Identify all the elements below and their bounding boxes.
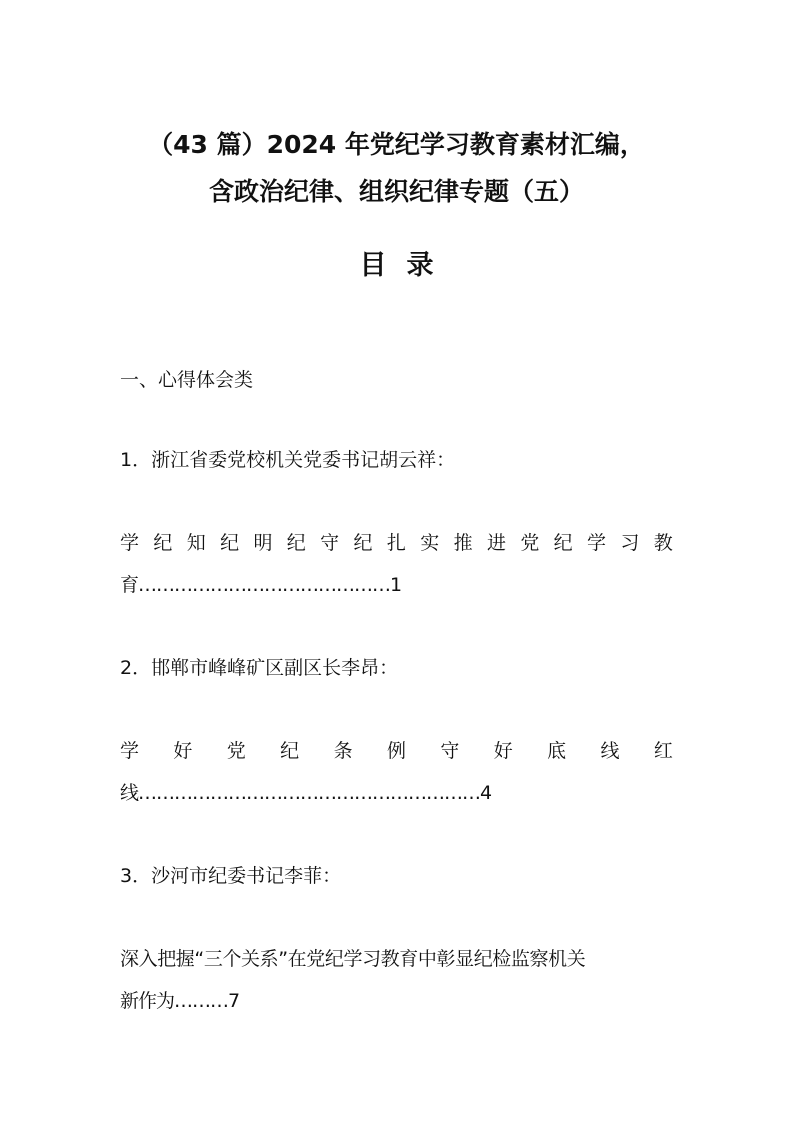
- char: 学: [587, 532, 607, 554]
- char: 纪: [353, 532, 373, 554]
- char: 底: [547, 740, 567, 762]
- char: 纪: [553, 532, 573, 554]
- char: 实: [420, 532, 440, 554]
- char: 党: [226, 740, 246, 762]
- char: 纪: [286, 532, 306, 554]
- toc-entry-2-title-line-1[interactable]: [120, 737, 673, 765]
- char: 学: [120, 740, 140, 762]
- char: 例: [386, 740, 406, 762]
- char: 明: [253, 532, 273, 554]
- document-title-line-1: （43 篇）2024 年党纪学习教育素材汇编，: [148, 130, 645, 159]
- char: 好: [173, 740, 193, 762]
- char: 知: [186, 532, 206, 554]
- char: 守: [320, 532, 340, 554]
- toc-entry-1-title-line-1[interactable]: [120, 529, 673, 557]
- char: 学: [120, 532, 140, 554]
- char: 纪: [153, 532, 173, 554]
- char: 教: [653, 532, 673, 554]
- char: 纪: [220, 532, 240, 554]
- toc-entry-2-title-line-2[interactable]: 线…………………………………………………4: [120, 782, 492, 804]
- section-heading: 一、心得体会类: [120, 369, 254, 391]
- toc-entry-3-title-line-1[interactable]: 深入把握“三个关系”在党纪学习教育中彰显纪检监察机关: [120, 948, 586, 970]
- char: 线: [600, 740, 620, 762]
- char: 纪: [280, 740, 300, 762]
- char: 守: [440, 740, 460, 762]
- document-title-line-2: 含政治纪律、组织纪律专题（五）: [208, 177, 584, 206]
- char: 红: [653, 740, 673, 762]
- char: 推: [453, 532, 473, 554]
- toc-entry-1-title-line-2[interactable]: 育……………………………………1: [120, 574, 402, 596]
- char: 扎: [386, 532, 406, 554]
- toc-entry-3-heading: 3．沙河市纪委书记李菲：: [120, 865, 342, 887]
- char: 党: [520, 532, 540, 554]
- char: 进: [486, 532, 506, 554]
- toc-heading: 目录: [359, 250, 454, 281]
- char: 习: [620, 532, 640, 554]
- char: 条: [333, 740, 353, 762]
- toc-entry-3-title-line-2[interactable]: 新作为………7: [120, 990, 240, 1012]
- char: 好: [493, 740, 513, 762]
- toc-entry-1-heading: 1．浙江省委党校机关党委书记胡云祥：: [120, 449, 456, 471]
- toc-entry-2-heading: 2．邯郸市峰峰矿区副区长李昂：: [120, 657, 399, 679]
